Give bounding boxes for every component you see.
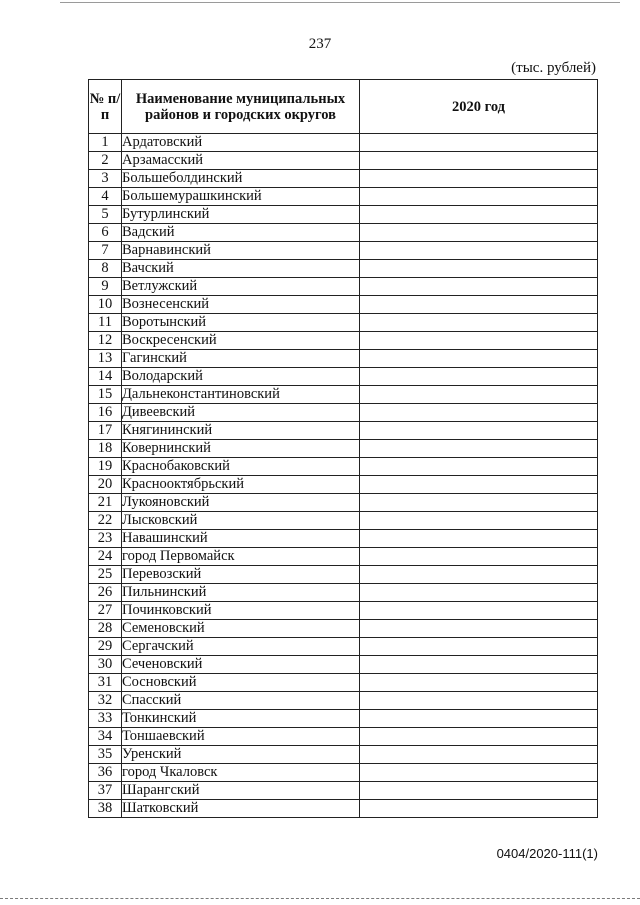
year-value xyxy=(360,170,598,188)
year-value xyxy=(360,674,598,692)
district-name: Бутурлинский xyxy=(122,206,360,224)
row-number: 17 xyxy=(89,422,122,440)
table-row xyxy=(89,386,598,404)
district-name: Воскресенский xyxy=(122,332,360,350)
table-row xyxy=(89,584,598,602)
year-value xyxy=(360,692,598,710)
row-number: 22 xyxy=(89,512,122,530)
table-row xyxy=(89,314,598,332)
row-number: 38 xyxy=(89,800,122,818)
year-value xyxy=(360,620,598,638)
district-name: Княгининский xyxy=(122,422,360,440)
row-number: 30 xyxy=(89,656,122,674)
table-row xyxy=(89,746,598,764)
district-name: Пильнинский xyxy=(122,584,360,602)
table-row xyxy=(89,548,598,566)
year-value xyxy=(360,494,598,512)
district-name: Перевозский xyxy=(122,566,360,584)
table-row xyxy=(89,188,598,206)
row-number: 13 xyxy=(89,350,122,368)
year-value xyxy=(360,224,598,242)
district-name: Краснооктябрьский xyxy=(122,476,360,494)
district-name: Вознесенский xyxy=(122,296,360,314)
district-name: Шарангский xyxy=(122,782,360,800)
row-number: 14 xyxy=(89,368,122,386)
year-value xyxy=(360,512,598,530)
district-name: Шатковский xyxy=(122,800,360,818)
year-value xyxy=(360,206,598,224)
table-row xyxy=(89,296,598,314)
row-number: 28 xyxy=(89,620,122,638)
districts-table xyxy=(88,79,598,818)
table-row xyxy=(89,152,598,170)
row-number: 19 xyxy=(89,458,122,476)
table-header-row xyxy=(89,80,598,134)
row-number: 33 xyxy=(89,710,122,728)
table-row xyxy=(89,638,598,656)
table-row xyxy=(89,242,598,260)
row-number: 8 xyxy=(89,260,122,278)
row-number: 1 xyxy=(89,134,122,152)
year-value xyxy=(360,404,598,422)
district-name: Дальнеконстантиновский xyxy=(122,386,360,404)
row-number: 16 xyxy=(89,404,122,422)
row-number: 2 xyxy=(89,152,122,170)
table-row xyxy=(89,422,598,440)
district-name: Уренский xyxy=(122,746,360,764)
district-name: Тоншаевский xyxy=(122,728,360,746)
table-row xyxy=(89,332,598,350)
table-row xyxy=(89,530,598,548)
table-row xyxy=(89,764,598,782)
year-value xyxy=(360,314,598,332)
year-value xyxy=(360,602,598,620)
row-number: 36 xyxy=(89,764,122,782)
table-row xyxy=(89,800,598,818)
row-number: 11 xyxy=(89,314,122,332)
row-number: 32 xyxy=(89,692,122,710)
table-row xyxy=(89,404,598,422)
table-row xyxy=(89,710,598,728)
table-row xyxy=(89,674,598,692)
year-value xyxy=(360,368,598,386)
table-row xyxy=(89,494,598,512)
district-name: Гагинский xyxy=(122,350,360,368)
district-name: Вадский xyxy=(122,224,360,242)
table-row xyxy=(89,134,598,152)
row-number: 3 xyxy=(89,170,122,188)
year-value xyxy=(360,782,598,800)
table-row xyxy=(89,620,598,638)
district-name: Спасский xyxy=(122,692,360,710)
row-number: 24 xyxy=(89,548,122,566)
district-name: Лукояновский xyxy=(122,494,360,512)
row-number: 21 xyxy=(89,494,122,512)
table-row xyxy=(89,458,598,476)
row-number: 9 xyxy=(89,278,122,296)
year-value xyxy=(360,350,598,368)
district-name: Сергачский xyxy=(122,638,360,656)
header-number: № п/п xyxy=(89,80,122,134)
year-value xyxy=(360,638,598,656)
district-name: Арзамасский xyxy=(122,152,360,170)
table-row xyxy=(89,782,598,800)
year-value xyxy=(360,458,598,476)
table-row xyxy=(89,602,598,620)
year-value xyxy=(360,584,598,602)
district-name: Дивеевский xyxy=(122,404,360,422)
district-name: Большеболдинский xyxy=(122,170,360,188)
table-row xyxy=(89,278,598,296)
year-value xyxy=(360,656,598,674)
district-name: Варнавинский xyxy=(122,242,360,260)
scan-edge-top xyxy=(60,2,620,3)
row-number: 7 xyxy=(89,242,122,260)
document-code: 0404/2020-111(1) xyxy=(496,846,598,861)
table-row xyxy=(89,206,598,224)
district-name: Ковернинский xyxy=(122,440,360,458)
district-name: Володарский xyxy=(122,368,360,386)
year-value xyxy=(360,800,598,818)
header-year: 2020 год xyxy=(360,80,598,134)
district-name: Навашинский xyxy=(122,530,360,548)
table-row xyxy=(89,512,598,530)
row-number: 10 xyxy=(89,296,122,314)
row-number: 37 xyxy=(89,782,122,800)
table-row xyxy=(89,476,598,494)
district-name: Сосновский xyxy=(122,674,360,692)
district-name: Вачский xyxy=(122,260,360,278)
header-name: Наименование муниципальных районов и городских округов xyxy=(122,80,360,134)
table-row xyxy=(89,692,598,710)
year-value xyxy=(360,296,598,314)
district-name: Краснобаковский xyxy=(122,458,360,476)
table-body xyxy=(89,134,598,818)
year-value xyxy=(360,188,598,206)
year-value xyxy=(360,386,598,404)
row-number: 6 xyxy=(89,224,122,242)
year-value xyxy=(360,152,598,170)
year-value xyxy=(360,746,598,764)
year-value xyxy=(360,530,598,548)
year-value xyxy=(360,710,598,728)
table-row xyxy=(89,440,598,458)
district-name: Семеновский xyxy=(122,620,360,638)
row-number: 31 xyxy=(89,674,122,692)
table-row xyxy=(89,350,598,368)
district-name: город Первомайск xyxy=(122,548,360,566)
table-row xyxy=(89,170,598,188)
district-name: Воротынский xyxy=(122,314,360,332)
units-label: (тыс. рублей) xyxy=(511,60,596,76)
row-number: 34 xyxy=(89,728,122,746)
year-value xyxy=(360,440,598,458)
year-value xyxy=(360,134,598,152)
year-value xyxy=(360,278,598,296)
table-row xyxy=(89,566,598,584)
table-row xyxy=(89,728,598,746)
table-row xyxy=(89,656,598,674)
row-number: 5 xyxy=(89,206,122,224)
table-row xyxy=(89,224,598,242)
table-row xyxy=(89,368,598,386)
row-number: 4 xyxy=(89,188,122,206)
row-number: 23 xyxy=(89,530,122,548)
district-name: город Чкаловск xyxy=(122,764,360,782)
year-value xyxy=(360,260,598,278)
year-value xyxy=(360,332,598,350)
district-name: Большемурашкинский xyxy=(122,188,360,206)
district-name: Починковский xyxy=(122,602,360,620)
row-number: 26 xyxy=(89,584,122,602)
year-value xyxy=(360,566,598,584)
year-value xyxy=(360,422,598,440)
page-number: 237 xyxy=(308,36,332,52)
row-number: 27 xyxy=(89,602,122,620)
row-number: 35 xyxy=(89,746,122,764)
scan-edge-bottom xyxy=(0,898,640,899)
row-number: 25 xyxy=(89,566,122,584)
year-value xyxy=(360,242,598,260)
district-name: Ардатовский xyxy=(122,134,360,152)
row-number: 20 xyxy=(89,476,122,494)
row-number: 15 xyxy=(89,386,122,404)
district-name: Лысковский xyxy=(122,512,360,530)
year-value xyxy=(360,764,598,782)
district-name: Сеченовский xyxy=(122,656,360,674)
year-value xyxy=(360,728,598,746)
row-number: 12 xyxy=(89,332,122,350)
district-name: Ветлужский xyxy=(122,278,360,296)
district-name: Тонкинский xyxy=(122,710,360,728)
year-value xyxy=(360,548,598,566)
table-row xyxy=(89,260,598,278)
row-number: 18 xyxy=(89,440,122,458)
year-value xyxy=(360,476,598,494)
row-number: 29 xyxy=(89,638,122,656)
